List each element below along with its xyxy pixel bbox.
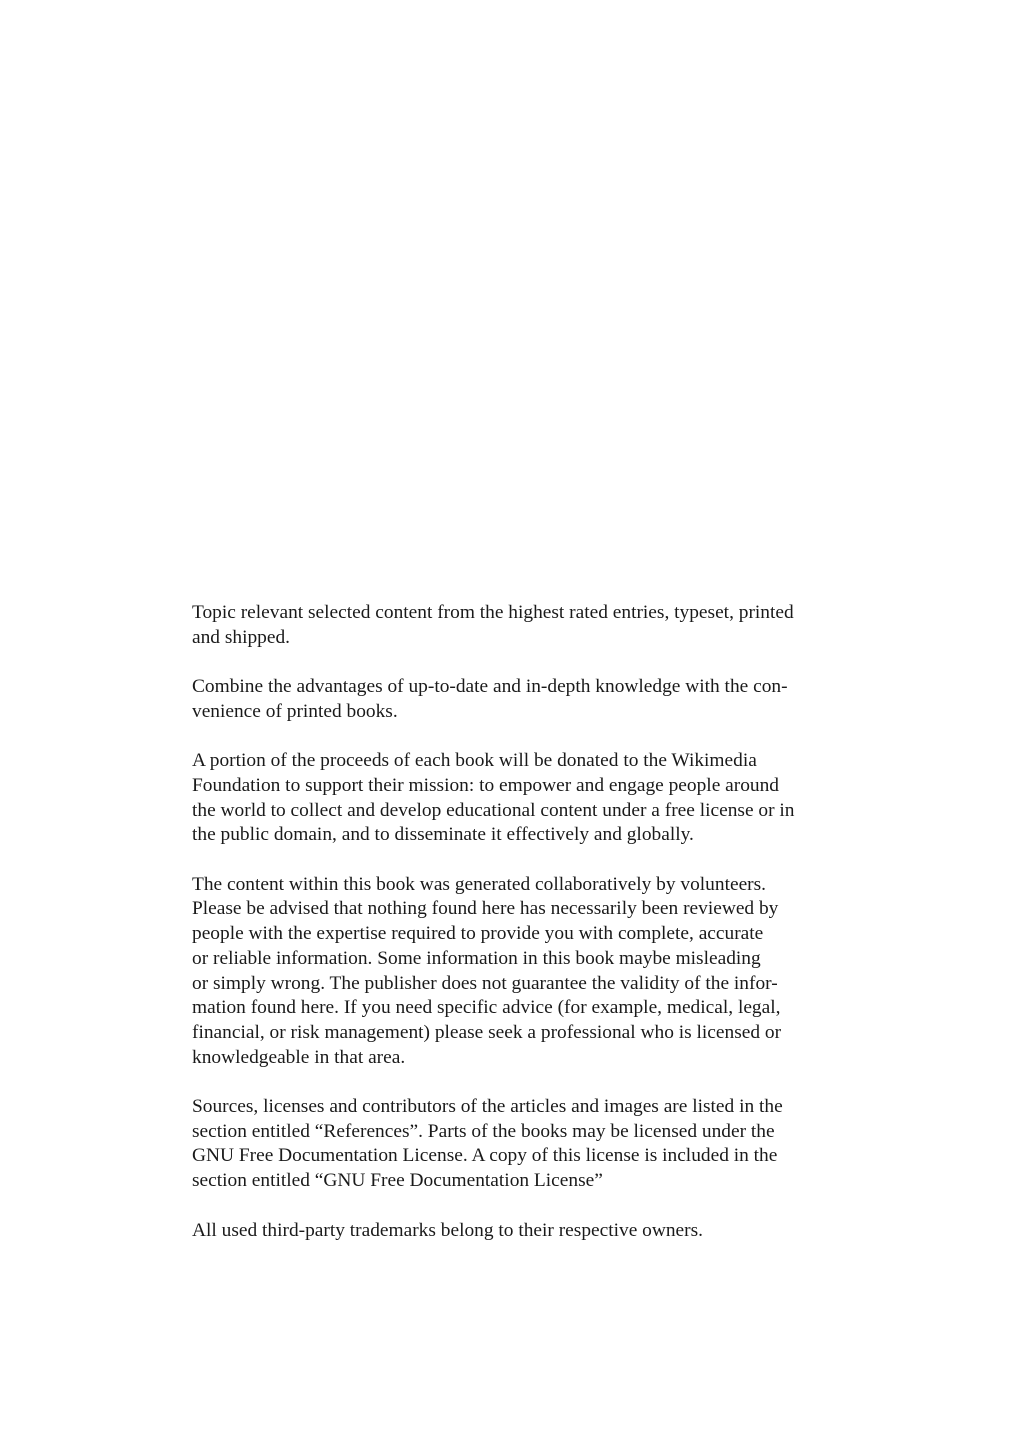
paragraph-topic-content — [192, 601, 838, 650]
text-line: Foundation to support their mission: to empower and engage people around — [192, 774, 779, 796]
text-line: Topic relevant selected content from the highest rated entries, typeset, printed — [192, 602, 794, 623]
paragraph-wikimedia-donation — [192, 749, 838, 848]
text-line: or reliable information. Some information in this book maybe misleading — [192, 947, 761, 969]
text-line: Sources, licenses and contributors of the articles and images are listed in the — [192, 1096, 783, 1117]
paragraph-advantages — [192, 675, 838, 724]
text-line: Please be advised that nothing found here has necessarily been reviewed by — [192, 898, 779, 920]
text-line: The content within this book was generated collaboratively by volunteers. — [192, 873, 767, 895]
paragraph-sources-licenses — [192, 1095, 838, 1194]
text-line: knowledgeable in that area. — [192, 1046, 406, 1068]
text-line: section entitled “References”. Parts of the books may be licensed under the — [192, 1120, 775, 1142]
text-line: and shipped. — [192, 626, 291, 648]
legal-notice-text — [192, 601, 838, 1243]
text-line: section entitled “GNU Free Documentation License” — [192, 1170, 603, 1192]
text-line: GNU Free Documentation License. A copy of this license is included in the — [192, 1145, 778, 1167]
text-line: venience of printed books. — [192, 700, 398, 722]
text-line: All used third-party trademarks belong to their respective owners. — [192, 1219, 704, 1241]
text-line: people with the expertise required to provide you with complete, accurate — [192, 923, 764, 945]
text-line: Combine the advantages of up-to-date and in-depth knowledge with the con- — [192, 676, 788, 698]
text-line: financial, or risk management) please seek a professional who is licensed or — [192, 1021, 782, 1043]
text-line: mation found here. If you need specific advice (for example, medical, legal, — [192, 997, 781, 1019]
paragraph-disclaimer — [192, 873, 838, 1071]
text-line: or simply wrong. The publisher does not guarantee the validity of the infor- — [192, 972, 778, 994]
text-line: A portion of the proceeds of each book will be donated to the Wikimedia — [192, 750, 757, 772]
text-line: the public domain, and to disseminate it effectively and globally. — [192, 824, 694, 846]
paragraph-trademarks — [192, 1219, 838, 1244]
text-line: the world to collect and develop educational content under a free license or in — [192, 799, 795, 821]
